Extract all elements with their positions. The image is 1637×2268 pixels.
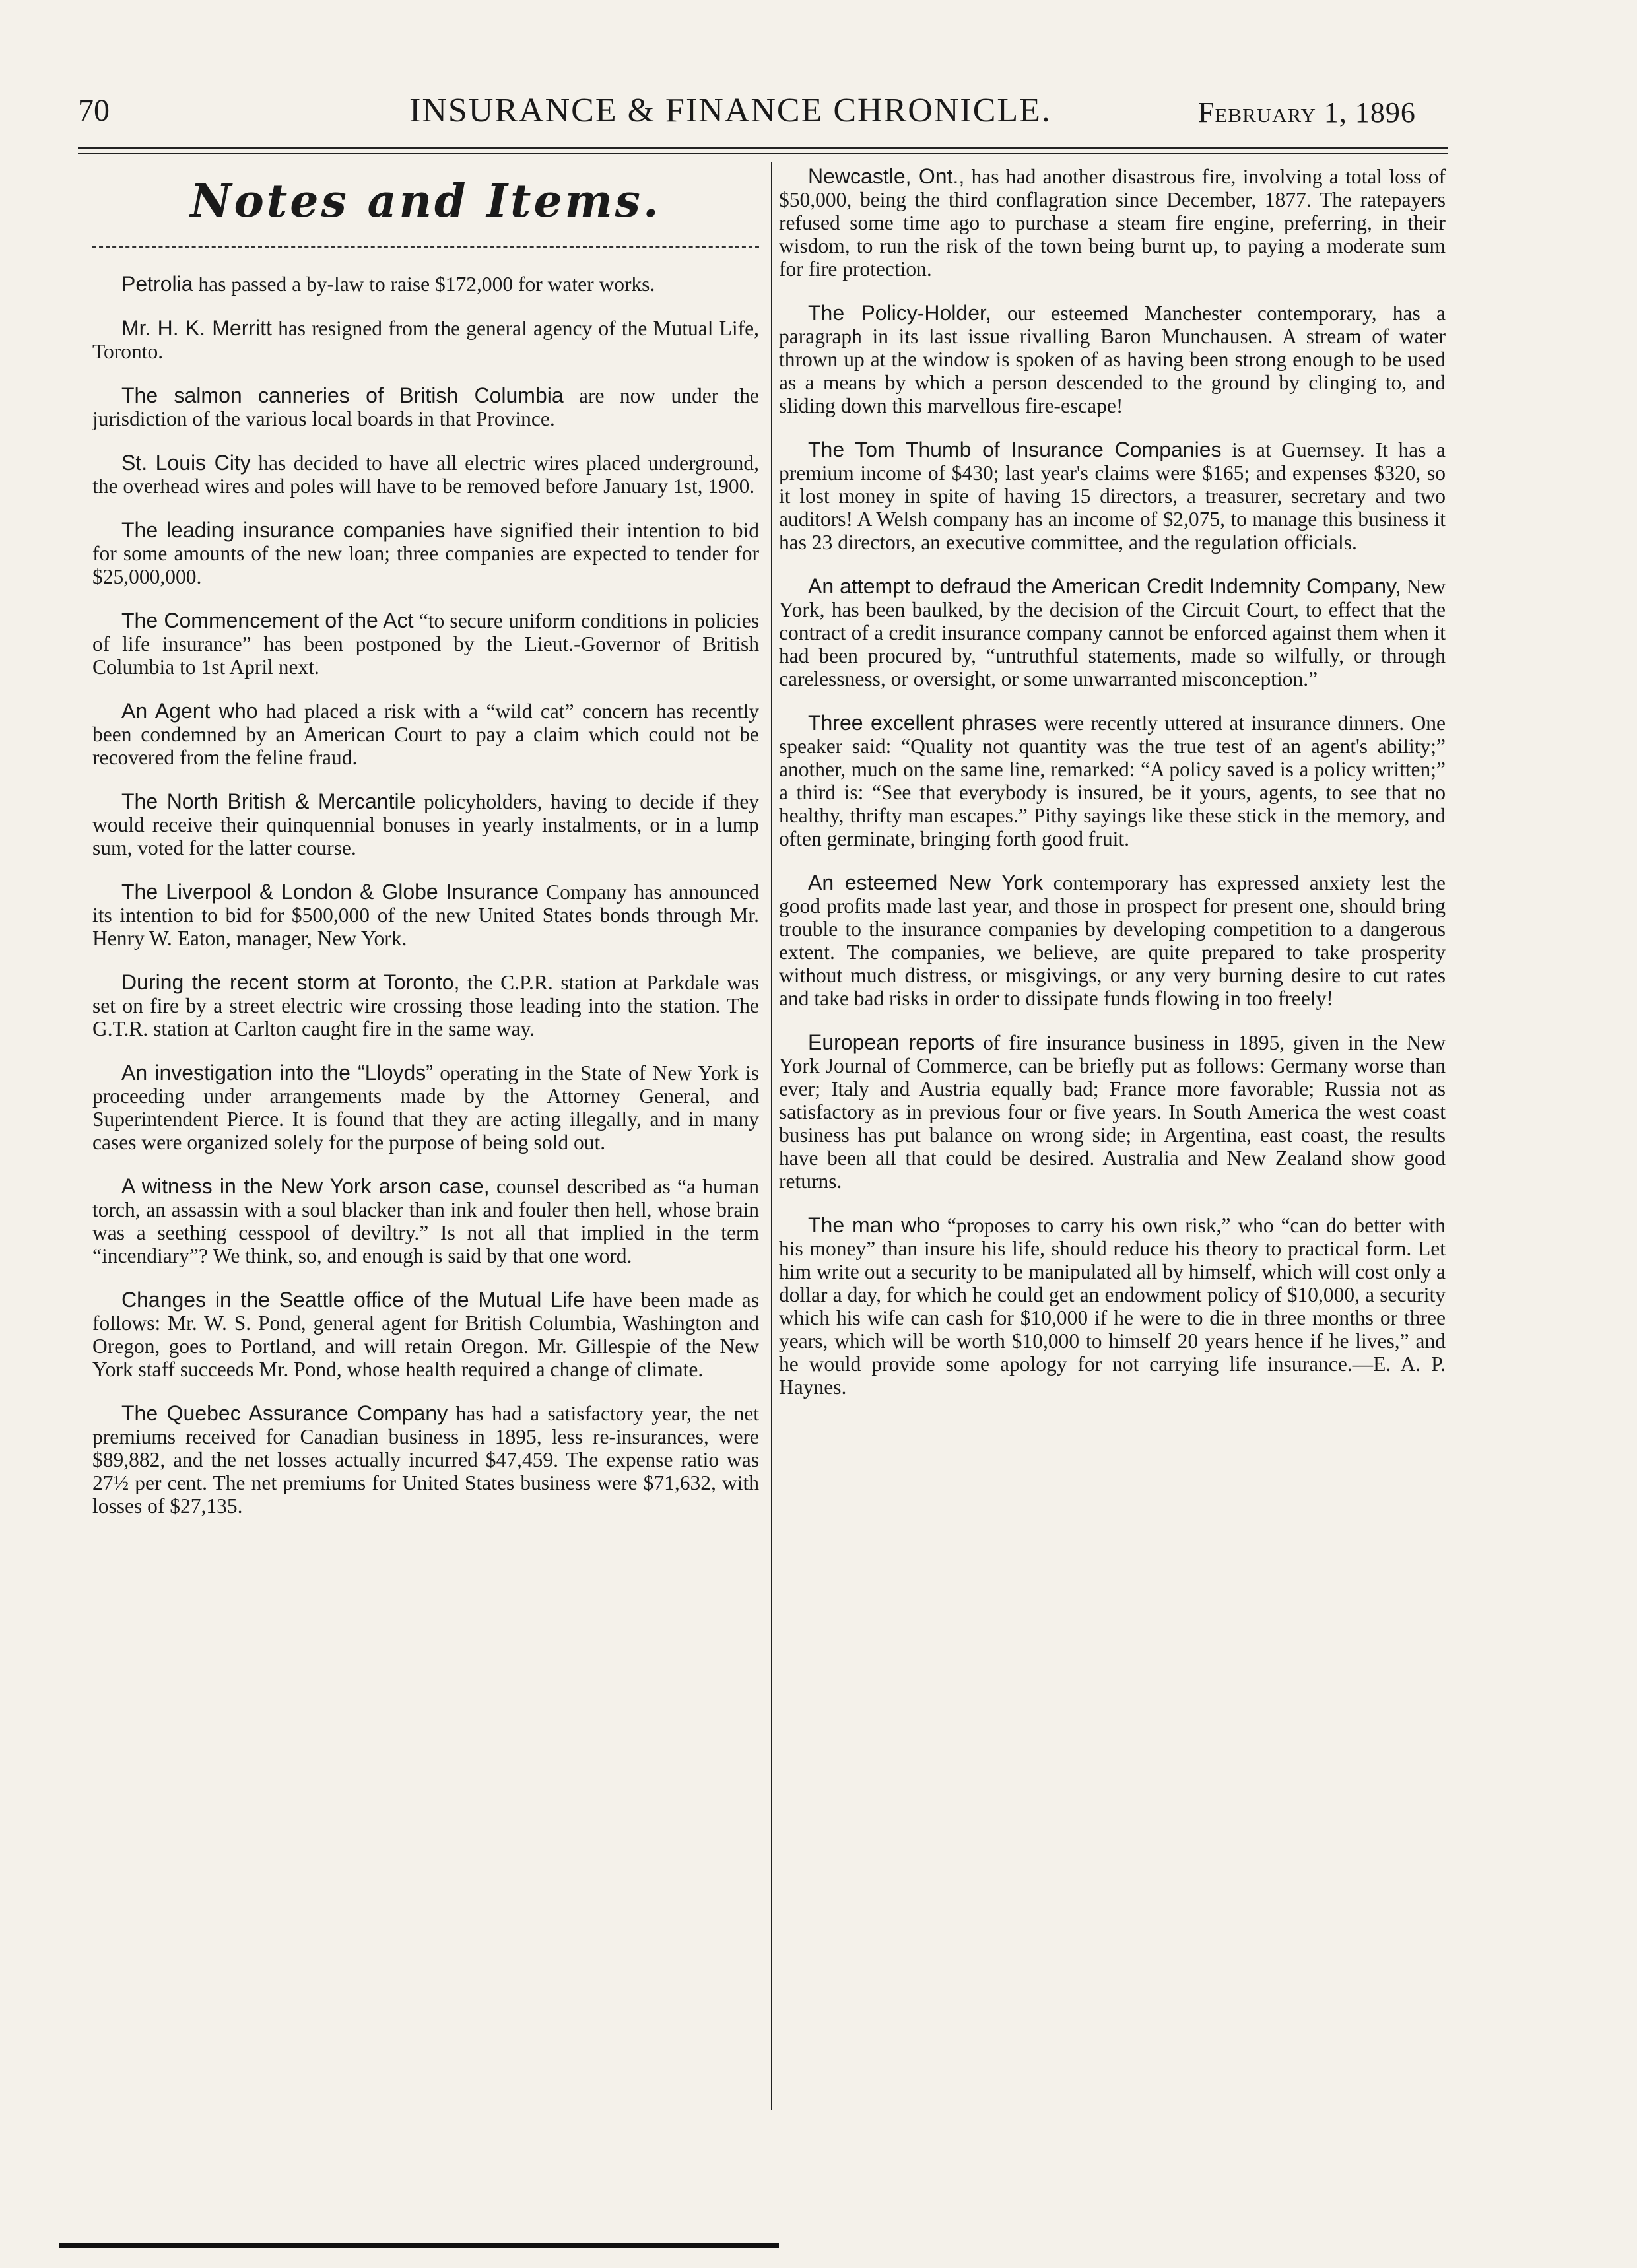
news-item: [92, 609, 759, 679]
news-item: [779, 302, 1446, 417]
news-item-lead: An Agent who: [121, 699, 258, 723]
news-item-body: New York, has been baulked, by the decision of the Circuit Court, to effect that the contract of a credit insurance company cannot be enforced against them when it had been procured by, “untruthful statements, made so wilfully, or through carelessness, or oversight, or some unwarranted misconception.”: [779, 575, 1446, 690]
news-item-body: have been made as follows: Mr. W. S. Pond, general agent for British Columbia, Washington and Oregon, goes to Portland, and will retain Oregon. Mr. Gillespie of the New York staff succeeds Mr. Pond, whose health required a change of climate.: [92, 1288, 759, 1381]
news-item-body: policyholders, having to decide if they would receive their quinquennial bonuses in yearly instalments, or in a lump sum, voted for the latter course.: [92, 790, 760, 859]
issue-date: February 1, 1896: [1198, 96, 1416, 129]
news-item: [779, 1214, 1446, 1399]
news-item: [92, 790, 759, 859]
news-item-lead: Mr. H. K. Merritt: [121, 316, 272, 340]
right-column: [779, 165, 1446, 1420]
news-item: [92, 451, 759, 498]
news-item: [779, 438, 1446, 554]
news-item-body: is at Guernsey. It has a premium income of $430; last year's claims were $165; and expenses $320, so it lost money in spite of having 15 directors, a treasurer, secretary and two auditors! A Welsh company has an income of $2,075, to manage this business it has 23 directors, an executive committee, and the regulation officials.: [779, 438, 1446, 554]
news-item: [92, 971, 759, 1040]
news-item-body: has had another disastrous fire, involving a total loss of $50,000, being the third conflagration since December, 1877. The ratepayers refused some time ago to purchase a steam fire engine, preferring, in their wisdom, to run the risk of the town being burnt up, to paying a moderate sum for fire protection.: [779, 165, 1446, 281]
news-item-lead: The North British & Mercantile: [121, 789, 416, 813]
left-column: [92, 165, 759, 1539]
news-item: [92, 1061, 759, 1154]
page-number: 70: [78, 93, 110, 128]
news-item-lead: The salmon canneries of British Columbia: [121, 384, 564, 407]
news-item: [779, 871, 1446, 1010]
news-item-body: operating in the State of New York is proceeding under arrangements made by the Attorney General, and Superintendent Pierce. It is found that they are acting illegally, and in many cases were organized solely for the purpose of being sold out.: [92, 1061, 759, 1154]
news-item-body: has resigned from the general agency of the Mutual Life, Toronto.: [92, 317, 759, 363]
news-item-body: “proposes to carry his own risk,” who “can do better with his money” than insure his life, should reduce his theory to practical form. Let him write out a security to be manipulated all by himself, which will cost only a dollar a day, for which he could get an endowment policy of $10,000, a security which his wife can cash for $10,000 if he were to die in three months or three years, which will be worth $10,000 to himself 20 years hence if he lives,” and he would provide some apology for not carrying life insurance.—E. A. P. Haynes.: [779, 1214, 1446, 1399]
news-item: [779, 575, 1446, 690]
news-item-lead: The Tom Thumb of Insurance Companies: [808, 438, 1222, 461]
running-title: INSURANCE & FINANCE CHRONICLE.: [409, 92, 1052, 129]
news-item: [92, 519, 759, 588]
section-title: Notes and Items.: [190, 175, 661, 228]
news-item-lead: The leading insurance companies: [121, 518, 446, 542]
left-items: [92, 273, 759, 1518]
news-item: [779, 165, 1446, 281]
column-divider: [771, 162, 772, 2110]
news-item-body: are now under the jurisdiction of the various local boards in that Province.: [92, 384, 759, 430]
news-item-lead: European reports: [808, 1030, 975, 1054]
news-item: [92, 317, 759, 363]
header-rule: [78, 147, 1448, 149]
news-item-body: contemporary has expressed anxiety lest the good profits made last year, and those in prospect for present one, should bring trouble to the insurance companies by developing competition to a dangerous extent. The companies, we believe, are quite prepared to take prosperity without much distress, or misgivings, or any very burning desire to cut rates and take bad risks in order to dissipate funds flowing in too freely!: [779, 871, 1446, 1010]
news-item-lead: The Policy-Holder,: [808, 301, 991, 325]
news-item: [92, 700, 759, 769]
news-item: [779, 712, 1446, 850]
news-item-body: our esteemed Manchester contemporary, has a paragraph in its last issue rivalling Baron Munchausen. A stream of water thrown up at the window is spoken of as having been strong enough to be used as a means by which a person descended to the ground by clinging to, and sliding down this marvellous fire-escape!: [779, 302, 1446, 417]
news-item-lead: During the recent storm at Toronto,: [121, 970, 460, 994]
news-item: [92, 1288, 759, 1381]
news-item: [92, 1175, 759, 1267]
news-item-lead: The Liverpool & London & Globe Insurance: [121, 880, 539, 904]
news-item: [779, 1031, 1446, 1193]
bottom-rule: [59, 2243, 779, 2248]
news-item-lead: Newcastle, Ont.,: [808, 164, 965, 188]
news-item-lead: An attempt to defraud the American Credit Indemnity Company,: [808, 574, 1401, 598]
right-items: [779, 165, 1446, 1399]
news-item-lead: An investigation into the “Lloyds”: [121, 1061, 433, 1084]
news-item-body: the C.P.R. station at Parkdale was set on fire by a street electric wire crossing those leading into the station. The G.T.R. station at Carlton caught fire in the same way.: [92, 971, 760, 1040]
news-item-lead: A witness in the New York arson case,: [121, 1174, 490, 1198]
news-item-body: has had a satisfactory year, the net premiums received for Canadian business in 1895, less re-insurances, were $89,882, and the net losses actually incurred $47,459. The expense ratio was 27½ per cent. The net premiums for United States business were $71,632, with losses of $27,135.: [92, 1402, 759, 1518]
news-item-lead: The Commencement of the Act: [121, 609, 414, 632]
news-item-lead: The man who: [808, 1213, 940, 1237]
news-item-body: of fire insurance business in 1895, given in the New York Journal of Commerce, can be briefly put as follows: Germany worse than ever; Italy and Austria equally bad; France more favorable; Russia not as satisfactory as in previous four or five years. In South America the west coast business has put balance on wrong side; in Argentina, east coast, the results have been all that could be desired. Australia and New Zealand show good returns.: [779, 1031, 1446, 1193]
news-item-lead: St. Louis City: [121, 451, 251, 475]
news-item-body: “to secure uniform conditions in policies of life insurance” has been postponed by the Lieut.-Governor of British Columbia to 1st April next.: [92, 609, 759, 679]
news-item-lead: An esteemed New York: [808, 871, 1043, 894]
news-item-body: counsel described as “a human torch, an assassin with a soul blacker than ink and fouler then hell, whose brain was a seething cesspool of deviltry.” Is not all that implied in the term “incendiary”? We think, so, and enough is said by that one word.: [92, 1175, 759, 1267]
section-title-rule: [92, 246, 759, 248]
news-item-body: have signified their intention to bid for some amounts of the new loan; three companies are expected to tender for $25,000,000.: [92, 519, 760, 588]
news-item-body: has decided to have all electric wires placed underground, the overhead wires and poles will have to be removed before January 1st, 1900.: [92, 451, 759, 498]
news-item-body: has passed a by-law to raise $172,000 for water works.: [193, 273, 655, 296]
news-item-body: Company has announced its intention to bid for $500,000 of the new United States bonds through Mr. Henry W. Eaton, manager, New York.: [92, 881, 759, 950]
news-item: [92, 881, 759, 950]
news-item-body: had placed a risk with a “wild cat” concern has recently been condemned by an American Court to pay a claim which could not be recovered from the feline fraud.: [92, 700, 759, 769]
news-item-lead: Three excellent phrases: [808, 711, 1037, 735]
news-item: [92, 1402, 759, 1518]
news-item-lead: Changes in the Seattle office of the Mutual Life: [121, 1288, 585, 1312]
news-item: [92, 384, 759, 430]
news-item-body: were recently uttered at insurance dinners. One speaker said: “Quality not quantity was the true test of an agent's ability;” another, much on the same line, remarked: “A policy saved is a policy written;” a third is: “See that everybody is insured, be it yours, agents, to see that no healthy, thrifty man escapes.” Pithy sayings like these stick in the memory, and often germinate, bringing forth good fruit.: [779, 712, 1446, 850]
news-item: [92, 273, 759, 296]
header-rule-second: [78, 153, 1448, 154]
news-item-lead: Petrolia: [121, 272, 193, 296]
news-item-lead: The Quebec Assurance Company: [121, 1401, 448, 1425]
